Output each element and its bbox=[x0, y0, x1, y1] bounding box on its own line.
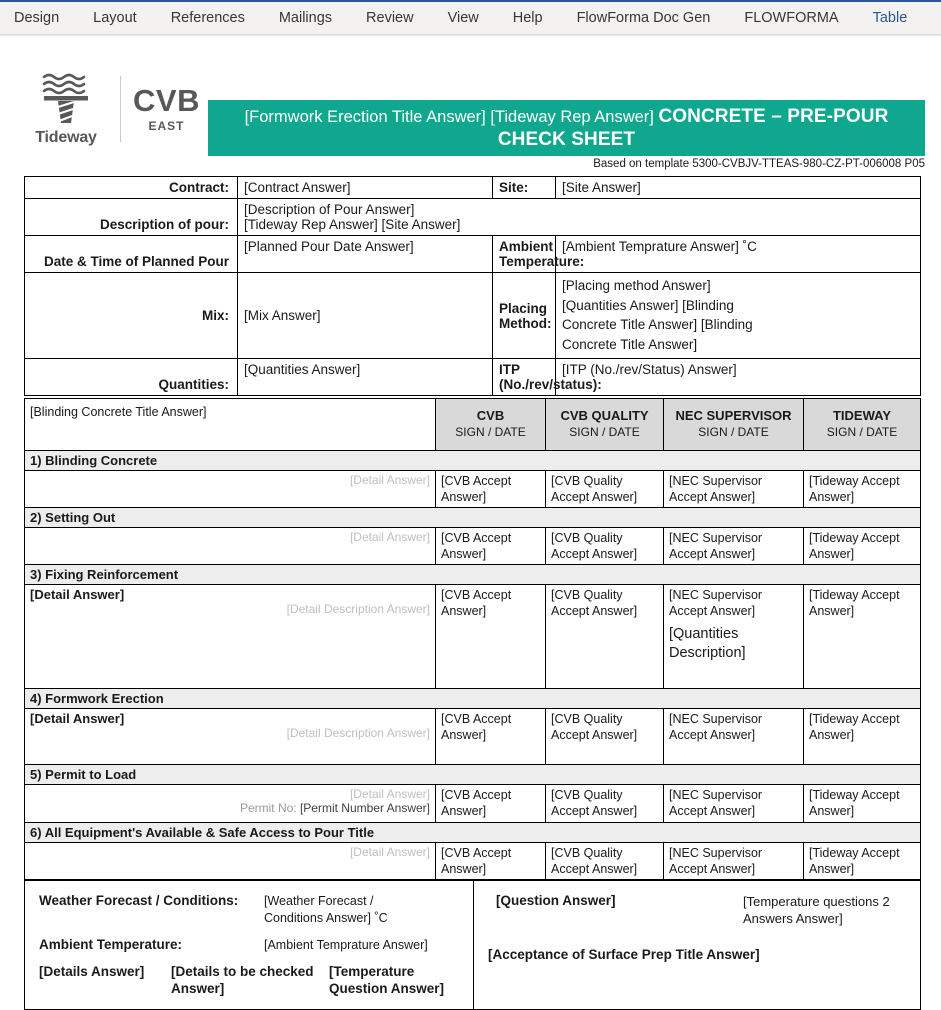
section-heading-6: 6) All Equipment's Available & Safe Access to Pour Title bbox=[25, 823, 921, 843]
acceptance-cell bbox=[474, 881, 921, 1010]
tideway-logo bbox=[24, 71, 108, 147]
section-heading-4: 4) Formwork Erection bbox=[25, 689, 921, 709]
section-heading-row bbox=[25, 689, 921, 709]
section-5-detail-ghost: [Detail Answer] bbox=[349, 787, 430, 801]
section-1-cvb[interactable]: [CVB Accept Answer] bbox=[436, 471, 546, 508]
section-2-tideway[interactable]: [Tideway Accept Answer] bbox=[804, 528, 921, 565]
section-4-detail-title: [Detail Answer] bbox=[30, 711, 125, 726]
itp-label: ITP (No./rev/status): bbox=[493, 359, 556, 396]
section-4-detail[interactable] bbox=[25, 709, 436, 765]
section-1-cvb-quality[interactable]: [CVB Quality Accept Answer] bbox=[546, 471, 664, 508]
section-3-nec-value: [NEC Supervisor Accept Answer] bbox=[669, 588, 763, 618]
section-1-detail[interactable] bbox=[25, 471, 436, 508]
signoff-checklist-table bbox=[24, 398, 921, 880]
section-6-detail-ghost: [Detail Answer] bbox=[349, 845, 430, 859]
section-3-tideway[interactable]: [Tideway Accept Answer] bbox=[804, 585, 921, 689]
description-of-pour-value[interactable] bbox=[238, 199, 921, 236]
planned-pour-label: Date & Time of Planned Pour bbox=[25, 236, 238, 273]
ribbon-tab-flowforma[interactable]: FLOWFORMA bbox=[744, 10, 839, 26]
section-heading-row bbox=[25, 508, 921, 528]
checklist-header-row bbox=[25, 399, 921, 451]
details-to-be-checked-answer[interactable]: [Details to be checked Answer] bbox=[171, 963, 314, 996]
weather-forecast-value[interactable] bbox=[264, 893, 388, 927]
weather-forecast-label: Weather Forecast / Conditions: bbox=[39, 893, 239, 908]
table-row bbox=[25, 843, 921, 880]
table-row bbox=[25, 236, 921, 273]
section-4-nec[interactable]: [NEC Supervisor Accept Answer] bbox=[664, 709, 804, 765]
placing-line-1: [Placing method Answer] bbox=[562, 278, 711, 293]
section-3-detail-title: [Detail Answer] bbox=[30, 587, 125, 602]
section-5-detail[interactable] bbox=[25, 785, 436, 823]
section-6-nec[interactable]: [NEC Supervisor Accept Answer] bbox=[664, 843, 804, 880]
mix-value[interactable]: [Mix Answer] bbox=[238, 273, 493, 359]
ribbon-tab-layout[interactable]: Layout bbox=[93, 10, 137, 26]
description-line-1: [Description of Pour Answer] bbox=[244, 202, 415, 217]
question-answer[interactable]: [Question Answer] bbox=[496, 893, 616, 908]
quantities-value[interactable]: [Quantities Answer] bbox=[238, 359, 493, 396]
section-heading-3: 3) Fixing Reinforcement bbox=[25, 565, 921, 585]
section-1-nec[interactable]: [NEC Supervisor Accept Answer] bbox=[664, 471, 804, 508]
document-page bbox=[0, 37, 941, 996]
ribbon-tab-view[interactable]: View bbox=[447, 10, 479, 26]
table-row bbox=[25, 528, 921, 565]
ambient-temperature-value[interactable]: [Ambient Temprature Answer] ˚C bbox=[556, 236, 921, 273]
ribbon-tab-references[interactable]: References bbox=[170, 10, 245, 26]
description-of-pour-label: Description of pour: bbox=[25, 199, 238, 236]
section-heading-5: 5) Permit to Load bbox=[25, 765, 921, 785]
site-label: Site: bbox=[493, 177, 556, 199]
cvb-sub-wordmark: EAST bbox=[148, 119, 185, 133]
section-3-nec-extra: [Quantities Description] bbox=[669, 626, 746, 661]
title-banner bbox=[208, 100, 925, 156]
banner-title-text: CONCRETE – PRE-POUR CHECK SHEET bbox=[497, 105, 889, 150]
table-row bbox=[25, 273, 921, 359]
ambient-temperature-row bbox=[39, 937, 459, 954]
column-header-tideway-bottom: SIGN / DATE bbox=[826, 425, 898, 440]
details-row bbox=[39, 964, 459, 998]
column-header-cvb-top: CVB bbox=[476, 408, 505, 424]
logo-band bbox=[24, 63, 204, 155]
column-header-nec-supervisor bbox=[664, 399, 804, 451]
placing-method-value[interactable] bbox=[556, 273, 921, 359]
weather-forecast-row bbox=[39, 893, 459, 927]
section-heading-row bbox=[25, 565, 921, 585]
banner-prefix-text: [Formwork Erection Title Answer] [Tideway Rep Answer] bbox=[244, 107, 659, 126]
section-3-detail[interactable] bbox=[25, 585, 436, 689]
table-row bbox=[25, 471, 921, 508]
itp-value[interactable]: [ITP (No./rev/Status) Answer] bbox=[556, 359, 921, 396]
weather-conditions-cell bbox=[25, 881, 474, 1010]
site-value[interactable]: [Site Answer] bbox=[556, 177, 921, 199]
column-header-nec-bottom: SIGN / DATE bbox=[698, 425, 769, 440]
section-4-cvb[interactable]: [CVB Accept Answer] bbox=[436, 709, 546, 765]
ribbon-tab-help[interactable]: Help bbox=[512, 10, 543, 26]
section-4-detail-ghost: [Detail Description Answer] bbox=[286, 726, 430, 740]
section-3-cvb-quality[interactable]: [CVB Quality Accept Answer] bbox=[546, 585, 664, 689]
table-row bbox=[25, 585, 921, 689]
table-row bbox=[25, 881, 921, 1010]
column-header-tideway-top: TIDEWAY bbox=[832, 408, 892, 424]
question-row bbox=[488, 893, 906, 927]
section-3-nec[interactable] bbox=[664, 585, 804, 689]
section-2-cvb-quality[interactable]: [CVB Quality Accept Answer] bbox=[546, 528, 664, 565]
table-row bbox=[25, 709, 921, 765]
section-6-cvb-quality[interactable]: [CVB Quality Accept Answer] bbox=[546, 843, 664, 880]
section-heading-row bbox=[25, 765, 921, 785]
section-6-cvb[interactable]: [CVB Accept Answer] bbox=[436, 843, 546, 880]
temperature-questions-2-answer[interactable]: [Temperature questions 2 Answers Answer] bbox=[743, 894, 890, 927]
bottom-ambient-temperature-value[interactable]: [Ambient Temprature Answer] bbox=[264, 937, 428, 952]
table-row bbox=[25, 359, 921, 396]
description-line-2: [Tideway Rep Answer] [Site Answer] bbox=[244, 217, 461, 232]
section-heading-row bbox=[25, 451, 921, 471]
placing-line-3: Concrete Title Answer] [Blinding bbox=[562, 317, 753, 333]
table-row bbox=[25, 199, 921, 236]
ribbon-tab-flowforma-doc-gen[interactable]: FlowForma Doc Gen bbox=[576, 10, 711, 26]
tideway-wordmark: Tideway bbox=[35, 129, 97, 146]
column-header-cvb-quality-top: CVB QUALITY bbox=[560, 408, 649, 424]
section-5-tideway[interactable]: [Tideway Accept Answer] bbox=[804, 785, 921, 823]
section-1-detail-ghost: [Detail Answer] bbox=[349, 473, 430, 487]
details-answer[interactable]: [Details Answer] bbox=[39, 963, 145, 979]
section-4-cvb-quality[interactable]: [CVB Quality Accept Answer] bbox=[546, 709, 664, 765]
logo-divider bbox=[120, 76, 121, 142]
cvb-wordmark: CVB bbox=[133, 83, 200, 118]
section-4-tideway[interactable]: [Tideway Accept Answer] bbox=[804, 709, 921, 765]
contract-value[interactable]: [Contract Answer] bbox=[238, 177, 493, 199]
section-heading-2: 2) Setting Out bbox=[25, 508, 921, 528]
section-heading-row bbox=[25, 823, 921, 843]
column-header-tideway bbox=[804, 399, 921, 451]
weather-and-acceptance-table bbox=[24, 880, 921, 1010]
placing-line-2: [Quantities Answer] [Blinding bbox=[562, 297, 734, 313]
section-5-cvb-quality[interactable]: [CVB Quality Accept Answer] bbox=[546, 785, 664, 823]
ambient-temperature-label: Ambient Temperature: bbox=[493, 236, 556, 273]
ribbon-tab-review[interactable]: Review bbox=[366, 10, 414, 26]
section-6-tideway[interactable]: [Tideway Accept Answer] bbox=[804, 843, 921, 880]
planned-pour-value[interactable]: [Planned Pour Date Answer] bbox=[238, 236, 493, 273]
section-5-nec[interactable]: [NEC Supervisor Accept Answer] bbox=[664, 785, 804, 823]
column-header-cvb-quality-bottom: SIGN / DATE bbox=[569, 425, 640, 440]
mix-label: Mix: bbox=[25, 273, 238, 359]
table-row bbox=[25, 785, 921, 823]
ribbon-tab-table[interactable]: Table bbox=[872, 10, 908, 26]
ribbon-tab-mailings[interactable]: Mailings bbox=[278, 10, 333, 26]
section-2-detail[interactable] bbox=[25, 528, 436, 565]
section-5-permit-line bbox=[30, 801, 430, 815]
weather-forecast-line-1: [Weather Forecast / bbox=[264, 894, 374, 908]
section-heading-1: 1) Blinding Concrete bbox=[25, 451, 921, 471]
table-row bbox=[25, 177, 921, 199]
placing-line-4: Concrete Title Answer] bbox=[562, 336, 698, 352]
tideway-waves-icon bbox=[36, 71, 96, 127]
column-header-cvb-quality bbox=[546, 399, 664, 451]
section-3-detail-ghost: [Detail Description Answer] bbox=[286, 602, 430, 616]
cvb-logo bbox=[133, 85, 200, 133]
template-reference-note: Based on template 5300-CVBJV-TTEAS-980-CZ-PT-006008 P05 bbox=[593, 158, 925, 170]
quantities-label: Quantities: bbox=[25, 359, 238, 396]
placing-method-label: Placing Method: bbox=[493, 273, 556, 359]
temperature-question-answer[interactable]: [Temperature Question Answer] bbox=[329, 963, 445, 996]
ribbon-tab-design[interactable]: Design bbox=[14, 10, 60, 26]
weather-forecast-line-2: Conditions Answer] ˚C bbox=[264, 910, 388, 925]
bottom-ambient-temperature-label: Ambient Temperature: bbox=[39, 936, 183, 952]
section-3-cvb[interactable]: [CVB Accept Answer] bbox=[436, 585, 546, 689]
contract-label: Contract: bbox=[25, 177, 238, 199]
section-5-cvb[interactable]: [CVB Accept Answer] bbox=[436, 785, 546, 823]
checklist-title: [Blinding Concrete Title Answer] bbox=[25, 399, 436, 451]
section-2-nec[interactable]: [NEC Supervisor Accept Answer] bbox=[664, 528, 804, 565]
pour-info-table bbox=[24, 176, 921, 396]
acceptance-of-surface-prep-title[interactable]: [Acceptance of Surface Prep Title Answer] bbox=[488, 947, 760, 963]
section-1-tideway[interactable]: [Tideway Accept Answer] bbox=[804, 471, 921, 508]
section-6-detail[interactable] bbox=[25, 843, 436, 880]
ribbon-tab-bar bbox=[0, 0, 941, 34]
column-header-cvb bbox=[436, 399, 546, 451]
permit-number-label: Permit No: bbox=[239, 801, 300, 815]
section-2-cvb[interactable]: [CVB Accept Answer] bbox=[436, 528, 546, 565]
section-2-detail-ghost: [Detail Answer] bbox=[349, 530, 430, 544]
permit-number-value[interactable]: [Permit Number Answer] bbox=[299, 801, 430, 815]
column-header-nec-top: NEC SUPERVISOR bbox=[675, 408, 792, 424]
column-header-cvb-bottom: SIGN / DATE bbox=[455, 425, 526, 440]
